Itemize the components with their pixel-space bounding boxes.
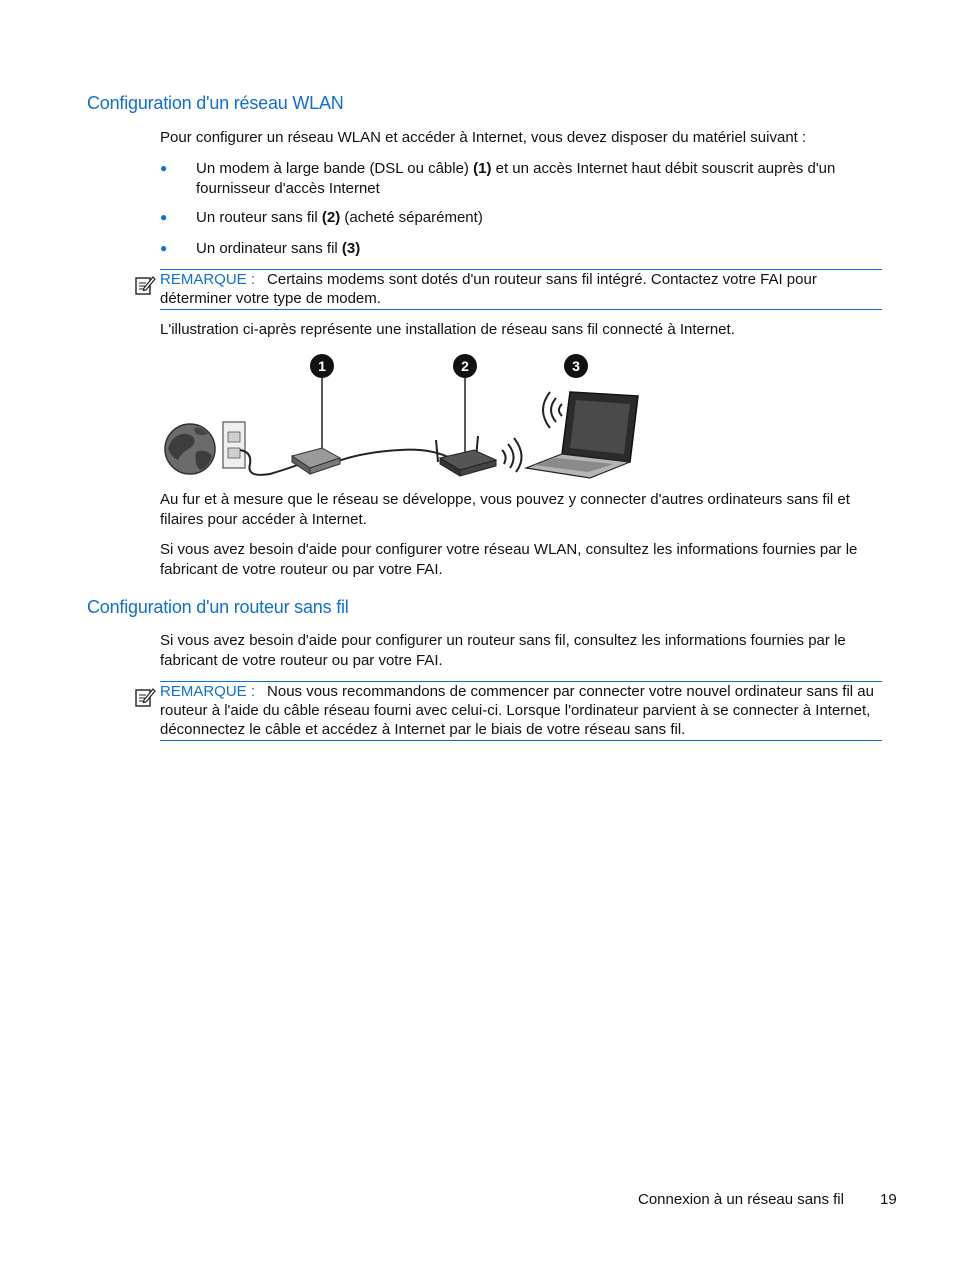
paragraph: Si vous avez besoin d'aide pour configurer votre réseau WLAN, consultez les informations fournies par le fabricant de votre routeur ou par votre FAI. <box>160 541 858 578</box>
list-item-text: Un ordinateur sans fil (3) <box>196 240 361 257</box>
wall-jack-icon <box>223 422 245 468</box>
list-item-text: Un routeur sans fil (2) (acheté séparément) <box>196 209 483 226</box>
bullet-dot-icon: ● <box>160 210 168 224</box>
wifi-signal-icon <box>502 438 522 472</box>
callout-3 <box>564 354 588 378</box>
note-box <box>160 269 882 310</box>
note-text: Nous vous recommandons de commencer par connecter votre nouvel ordinateur sans fil au routeur à l'aide du câble réseau fourni avec celui-ci. Lorsque l'ordinateur parvient à se connecter à Internet, déconnectez le câble et accédez à Internet par le biais de votre réseau sans fil. <box>160 683 874 738</box>
callout-2 <box>453 354 477 378</box>
note-pencil-icon <box>134 686 156 708</box>
network-illustration <box>160 352 650 484</box>
bullet-dot-icon: ● <box>160 161 168 175</box>
note-label: REMARQUE : <box>160 683 256 700</box>
note-pencil-icon <box>134 274 156 296</box>
note-text: Certains modems sont dotés d'un routeur sans fil intégré. Contactez votre FAI pour déterminer votre type de modem. <box>160 271 817 307</box>
svg-text:2: 2 <box>461 358 469 374</box>
section-heading-router: Configuration d'un routeur sans fil <box>87 597 349 617</box>
footer-chapter-title: Connexion à un réseau sans fil <box>638 1191 844 1208</box>
note-label: REMARQUE : <box>160 271 256 288</box>
list-item-text: Un modem à large bande (DSL ou câble) (1) et un accès Internet haut débit souscrit auprès d'un fournisseur d'accès Internet <box>196 160 836 197</box>
page-number: 19 <box>880 1191 897 1208</box>
intro-paragraph: Pour configurer un réseau WLAN et accéder à Internet, vous devez disposer du matériel suivant : <box>160 129 807 146</box>
bullet-dot-icon: ● <box>160 241 168 255</box>
svg-text:3: 3 <box>572 358 580 374</box>
paragraph: Au fur et à mesure que le réseau se développe, vous pouvez y connecter d'autres ordinateurs sans fil et filaires pour accéder à Internet. <box>160 491 850 528</box>
paragraph: Si vous avez besoin d'aide pour configurer un routeur sans fil, consultez les informations fournies par le fabricant de votre routeur ou par votre FAI. <box>160 632 846 669</box>
section-heading-wlan: Configuration d'un réseau WLAN <box>87 93 344 113</box>
modem-icon <box>292 448 340 474</box>
svg-text:1: 1 <box>318 358 326 374</box>
wifi-signal-icon <box>543 392 562 428</box>
callout-1 <box>310 354 334 378</box>
note-box <box>160 681 882 741</box>
globe-icon <box>165 424 215 474</box>
illustration-caption: L'illustration ci-après représente une installation de réseau sans fil connecté à Internet. <box>160 321 735 338</box>
